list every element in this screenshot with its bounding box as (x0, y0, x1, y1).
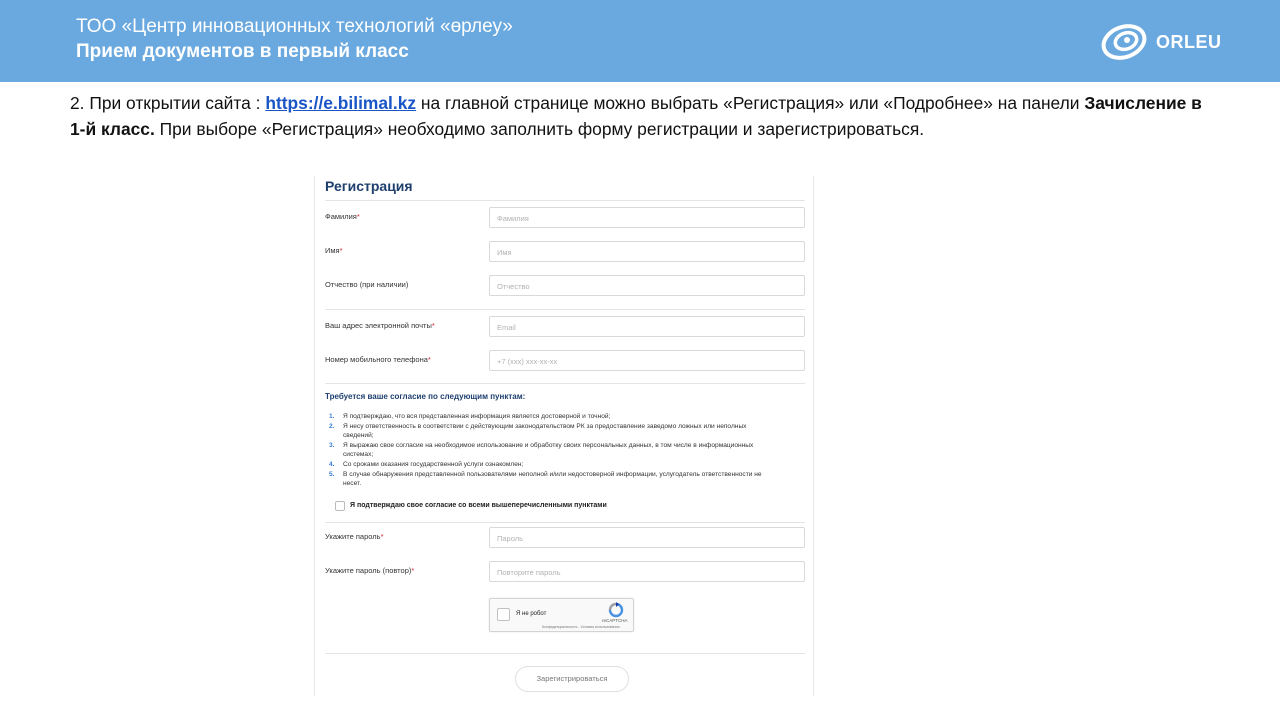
recaptcha-label: Я не робот (516, 611, 547, 617)
divider (325, 522, 805, 523)
instruction-bold: Зачисление в 1-й класс. (70, 93, 1202, 139)
recaptcha-brand: reCAPTCHA (602, 618, 628, 623)
consent-title: Требуется ваше согласие по следующим пунктам: (325, 392, 526, 401)
consent-item: 5. В случае обнаружения представленной пользователями неполной и/или недостоверной информации, услугодатель ответственности не несет. (329, 471, 762, 487)
password-label: Укажите пароль* (325, 532, 384, 541)
instruction-suffix: При выборе «Регистрация» необходимо заполнить форму регистрации и зарегистрироваться. (154, 119, 925, 139)
patronymic-label: Отчество (при наличии) (325, 280, 409, 289)
email-label: Ваш адрес электронной почты* (325, 321, 435, 330)
form-title: Регистрация (325, 178, 413, 194)
firstname-label: Имя* (325, 246, 343, 255)
bilimal-link[interactable]: https://e.bilimal.kz (265, 93, 417, 113)
password-input[interactable]: Пароль (489, 527, 805, 548)
consent-item: 4. Со сроками оказания государственной услуги ознакомлен; (329, 461, 524, 468)
recaptcha-checkbox[interactable] (497, 608, 510, 621)
divider (325, 309, 805, 310)
recaptcha-widget[interactable] (489, 598, 634, 632)
header-banner (0, 0, 1280, 82)
patronymic-input[interactable]: Отчество (489, 275, 805, 296)
recaptcha-terms: Конфиденциальность - Условия использования (542, 625, 620, 629)
email-input[interactable]: Email (489, 316, 805, 337)
lastname-label: Фамилия* (325, 212, 360, 221)
firstname-input[interactable]: Имя (489, 241, 805, 262)
consent-list (329, 412, 769, 489)
instruction-middle: на главной странице можно выбрать «Регистрация» или «Подробнее» на панели (416, 93, 1085, 113)
agree-checkbox[interactable] (335, 501, 345, 511)
orleu-logo (1100, 22, 1220, 62)
phone-label: Номер мобильного телефона* (325, 355, 431, 364)
orleu-logo-icon (1100, 22, 1152, 62)
consent-item: 2. Я несу ответственность в соответствии с действующим законодательством РК за предоставление заведомо ложных или неполных сведений; (329, 423, 747, 439)
recaptcha-icon (607, 602, 625, 618)
consent-item: 3. Я выражаю свое согласие на необходимое использование и обработку своих персональных данных, в том числе в информационных системах; (329, 442, 754, 458)
consent-item: 1. Я подтверждаю, что вся представленная информация является достоверной и точной; (329, 413, 611, 420)
divider (325, 383, 805, 384)
lastname-input[interactable]: Фамилия (489, 207, 805, 228)
divider (325, 200, 805, 201)
register-button[interactable]: Зарегистрироваться (515, 666, 629, 692)
slide-title: Прием документов в первый класс (76, 41, 409, 62)
password-repeat-label: Укажите пароль (повтор)* (325, 566, 415, 575)
organization-title: ТОО «Центр инновационных технологий «өрлеу» (76, 16, 513, 37)
instruction-text (70, 90, 1220, 142)
divider (325, 653, 805, 654)
password-repeat-input[interactable]: Повторите пароль (489, 561, 805, 582)
phone-input[interactable]: +7 (xxx) xxx-xx-xx (489, 350, 805, 371)
logo-text: ORLEU (1156, 32, 1222, 52)
agree-label: Я подтверждаю свое согласие со всеми вышеперечисленными пунктами (350, 502, 607, 509)
registration-form (314, 176, 814, 696)
instruction-prefix: 2. При открытии сайта : (70, 93, 266, 113)
